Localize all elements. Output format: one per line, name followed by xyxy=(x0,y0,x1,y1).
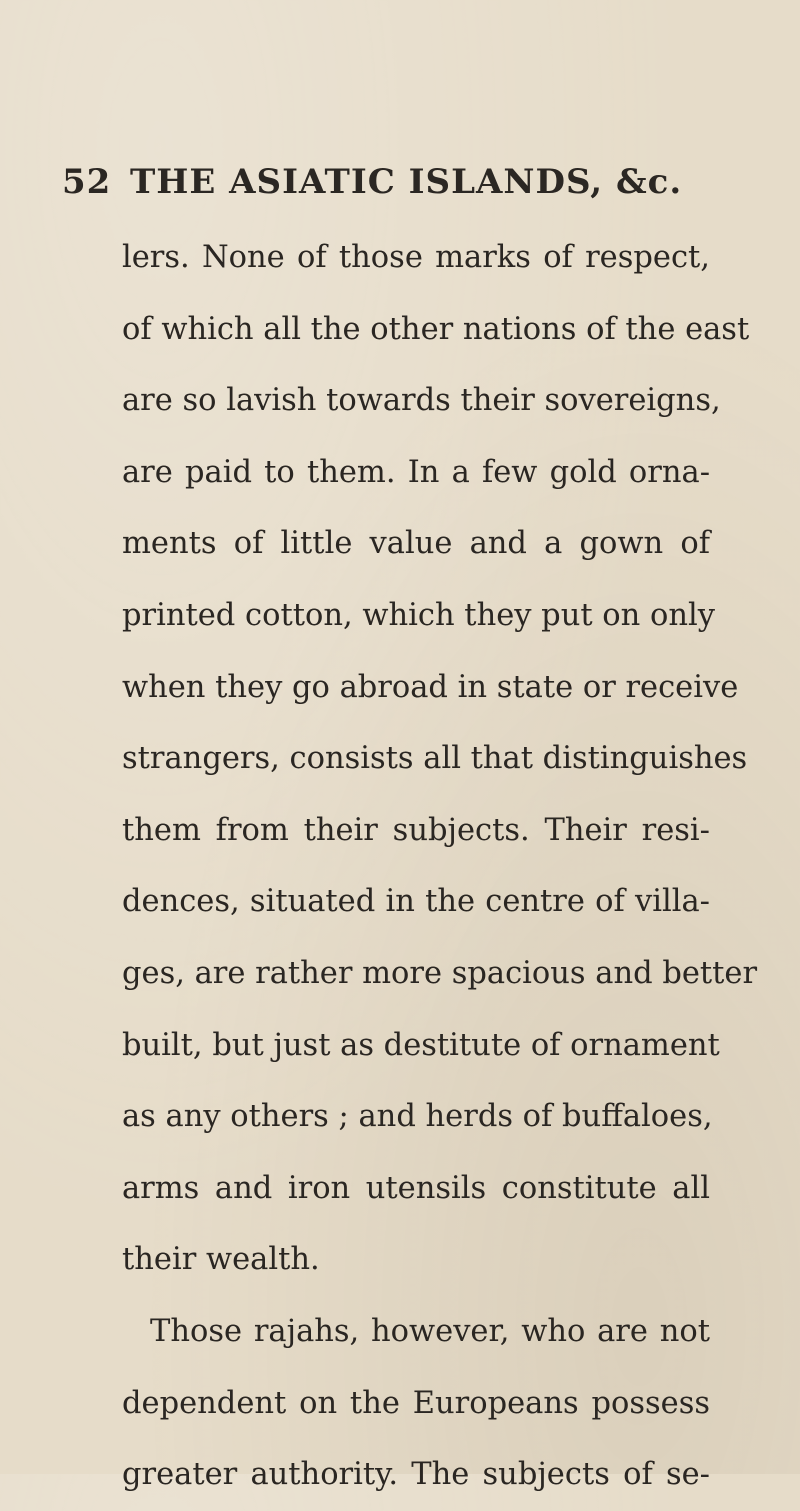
text-line: of which all the other nations of the east xyxy=(122,311,750,347)
text-line: printed cotton, which they put on only xyxy=(122,597,715,633)
running-head xyxy=(62,162,762,206)
body-text xyxy=(122,222,758,1511)
text-line: arms and iron utensils constitute all xyxy=(122,1170,710,1206)
text-line: built, but just as destitute of ornament xyxy=(122,1027,720,1063)
text-line: lers. None of those marks of respect, xyxy=(122,240,710,275)
text-line: when they go abroad in state or receive xyxy=(122,669,739,705)
text-line: them from their subjects. Their resi- xyxy=(122,812,710,848)
running-title: THE ASIATIC ISLANDS, &c. xyxy=(130,162,683,202)
text-line: ments of little value and a gown of xyxy=(122,526,710,562)
text-line: are paid to them. In a few gold orna- xyxy=(122,454,710,490)
text-line: dences, situated in the centre of villa- xyxy=(122,884,710,920)
page-number: 52 xyxy=(62,162,112,202)
text-line: as any others ; and herds of buffaloes, xyxy=(122,1099,713,1135)
paragraph-start-line: Those rajahs, however, who are not xyxy=(150,1313,710,1349)
paragraph-end-line: their wealth. xyxy=(122,1242,320,1278)
text-line: are so lavish towards their sovereigns, xyxy=(122,383,721,419)
text-line: strangers, consists all that distinguishes xyxy=(122,741,748,777)
text-line: greater authority. The subjects of se- xyxy=(122,1457,710,1493)
text-line: ges, are rather more spacious and better xyxy=(122,955,758,991)
text-line: dependent on the Europeans possess xyxy=(122,1385,710,1421)
